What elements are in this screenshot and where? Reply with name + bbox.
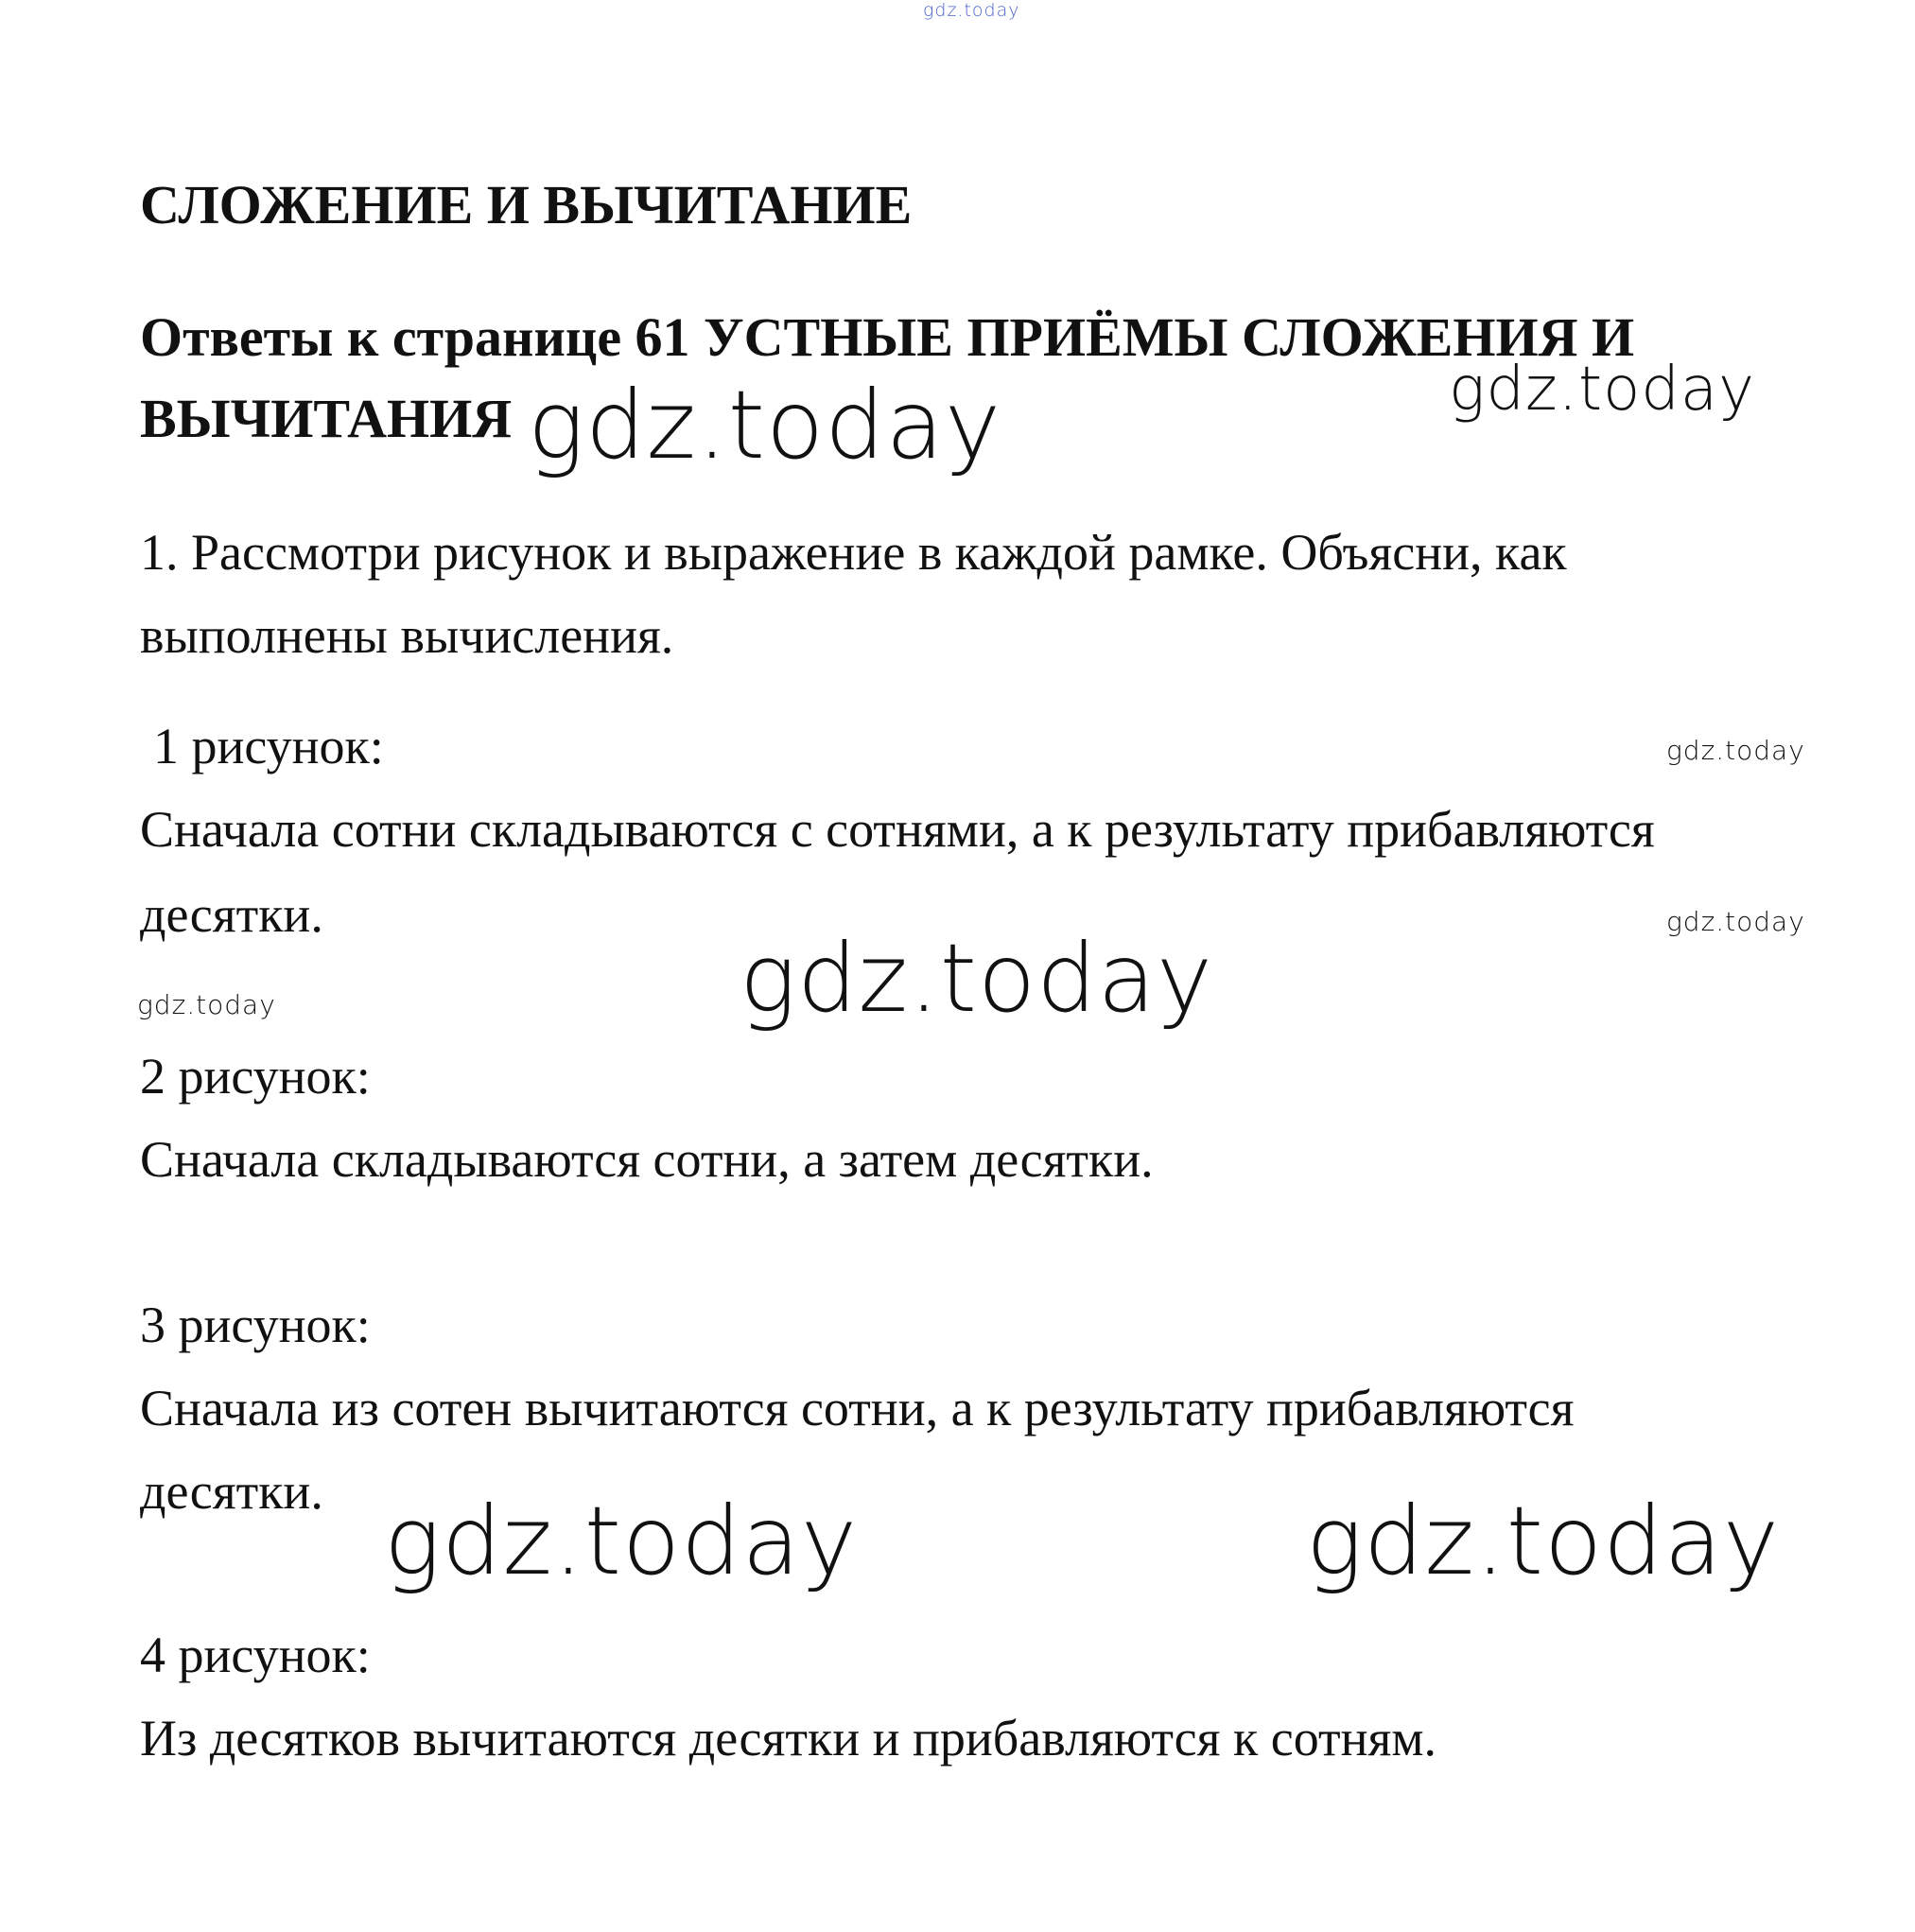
picture-1-answer-line1: Сначала сотни складываются с сотнями, а к результату прибавляются xyxy=(140,801,1655,858)
watermark-bottom-left: gdz.today xyxy=(384,1486,859,1596)
answers-heading-line2: ВЫЧИТАНИЯ xyxy=(140,388,513,449)
watermark-small-left: gdz.today xyxy=(137,989,276,1020)
watermark-top: gdz.today xyxy=(923,0,1020,21)
picture-3-answer-line2: десятки. xyxy=(140,1463,323,1520)
watermark-small-right-2: gdz.today xyxy=(1666,906,1805,937)
task-text-line2: выполнены вычисления. xyxy=(140,607,674,664)
picture-3-answer-line1: Сначала из сотен вычитаются сотни, а к результату прибавляются xyxy=(140,1380,1575,1436)
picture-1-label: 1 рисунок: xyxy=(153,718,384,775)
watermark-right-top: gdz.today xyxy=(1449,355,1755,425)
picture-2-answer-line1: Сначала складываются сотни, а затем десятки. xyxy=(140,1131,1154,1188)
section-title: СЛОЖЕНИЕ И ВЫЧИТАНИЕ xyxy=(140,174,913,235)
picture-3-label: 3 рисунок: xyxy=(140,1297,371,1353)
picture-4-label: 4 рисунок: xyxy=(140,1627,371,1683)
picture-1-answer-line2: десятки. xyxy=(140,886,323,943)
watermark-bottom-right: gdz.today xyxy=(1306,1486,1781,1596)
picture-2-label: 2 рисунок: xyxy=(140,1048,371,1105)
picture-4-answer-line1: Из десятков вычитаются десятки и прибавляются к сотням. xyxy=(140,1710,1436,1767)
watermark-title: gdz.today xyxy=(528,370,1002,480)
answers-heading-line1: Ответы к странице 61 УСТНЫЕ ПРИЁМЫ СЛОЖЕНИЯ И xyxy=(140,306,1635,368)
watermark-small-right-1: gdz.today xyxy=(1666,735,1805,766)
watermark-middle: gdz.today xyxy=(740,923,1214,1034)
task-text-line1: 1. Рассмотри рисунок и выражение в каждой рамке. Объясни, как xyxy=(140,524,1567,581)
